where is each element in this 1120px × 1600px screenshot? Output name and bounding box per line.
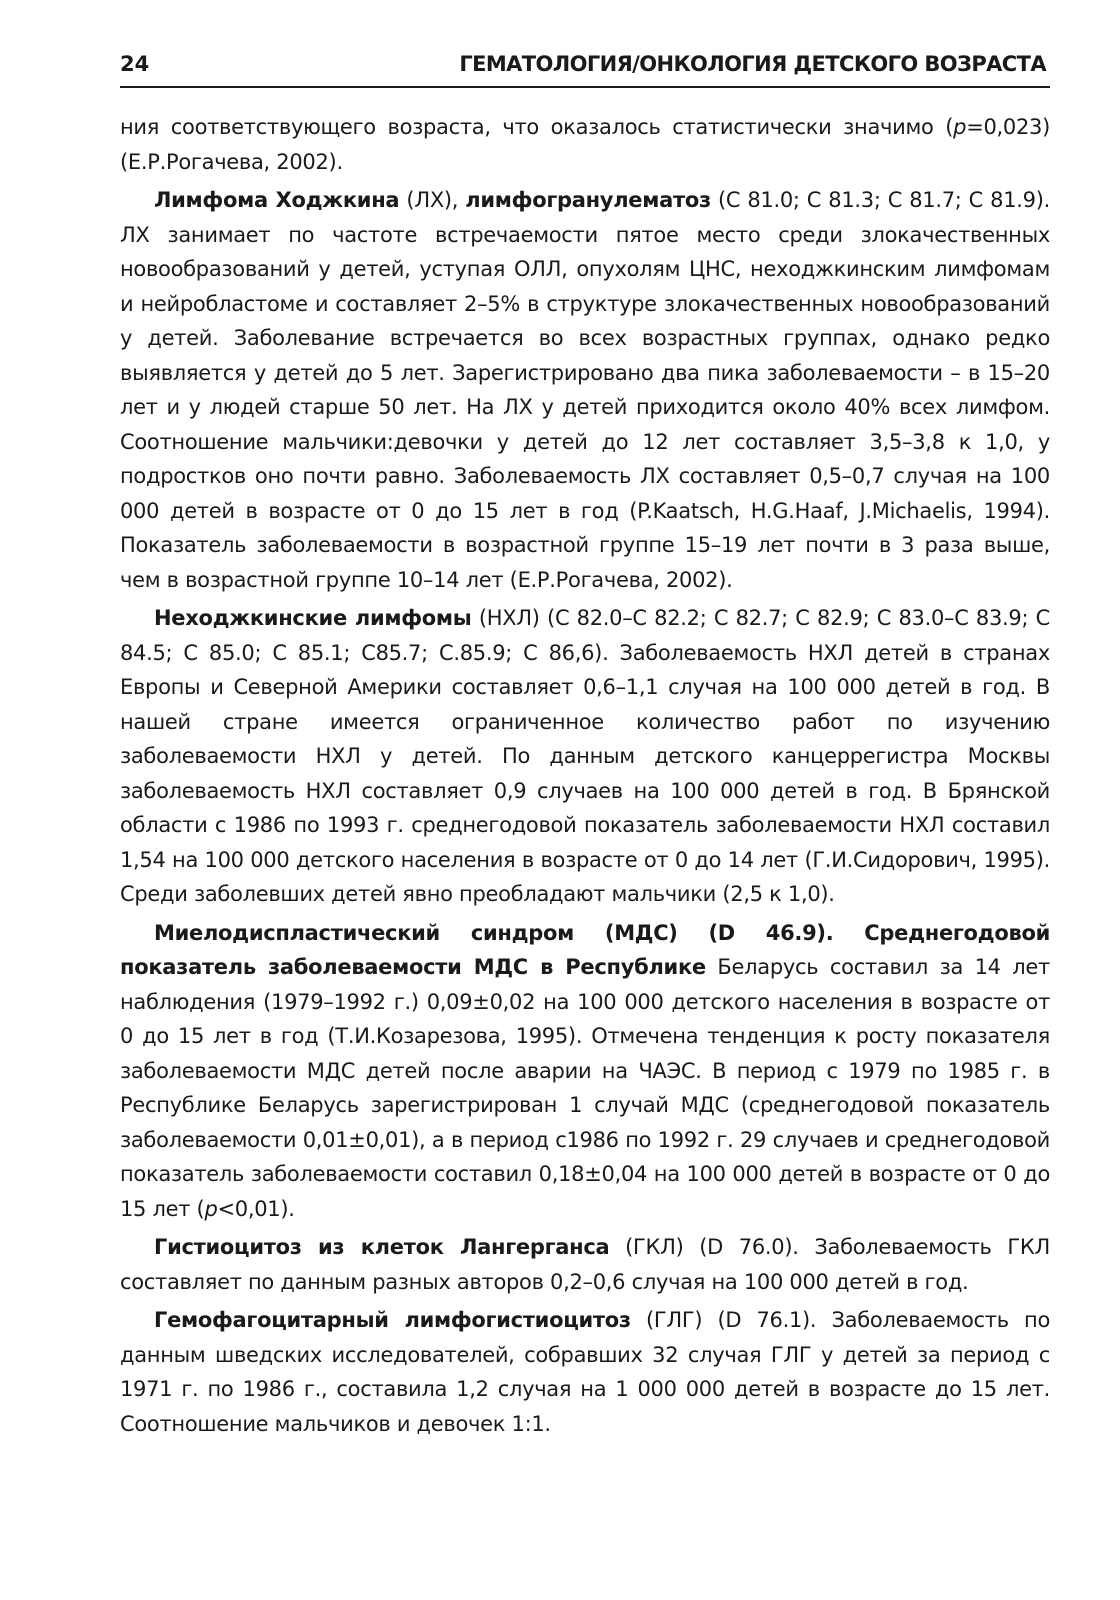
page-header xyxy=(120,50,1050,88)
text-span: ния соответствующего возраста, что оказалось статистически значимо ( xyxy=(120,115,954,139)
paragraph-hodgkin-lymphoma xyxy=(120,183,1050,597)
running-title: ГЕМАТОЛОГИЯ/ОНКОЛОГИЯ ДЕТСКОГО ВОЗРАСТА xyxy=(459,52,1046,76)
term-heading: Лимфома Ходжкина xyxy=(154,188,400,212)
text-span: (ГЛГ) (D 76.1). Заболеваемость по данным шведских исследователей, собравших 32 случая ГЛГ у детей за период с 1971 г. по 1986 г., составила 1,2 случая на 1 000 000 детей в возрасте до 15 лет. Соотношение мальчиков и девочек 1:1. xyxy=(120,1308,1050,1436)
paragraph-hemophagocytic-lymphohistiocytosis xyxy=(120,1303,1050,1441)
text-span: (С 81.0; С 81.3; С 81.7; С 81.9). ЛХ занимает по частоте встречаемости пятое место среди злокачественных новообразований у детей, уступая ОЛЛ, опухолям ЦНС, неходжкинским лимфомам и нейробластоме и составляет 2–5% в структуре злокачественных новообразований у детей. Заболевание встречается во всех возрастных группах, однако редко выявляется у детей до 5 лет. Зарегистрировано два пика заболеваемости – в 15–20 лет и у людей старше 50 лет. На ЛХ у детей приходится около 40% всех лимфом. Соотношение мальчики:девочки у детей до 12 лет составляет 3,5–3,8 к 1,0, у подростков оно почти равно. Заболеваемость ЛХ составляет 0,5–0,7 случая на 100 000 детей в возрасте от 0 до 15 лет в год (P.Kaatsch, H.G.Haaf, J.Michaelis, 1994). Показатель заболеваемости в возрастной группе 15–19 лет почти в 3 раза выше, чем в возрастной группе 10–14 лет (Е.Р.Рогачева, 2002). xyxy=(120,188,1050,592)
paragraph-non-hodgkin-lymphoma xyxy=(120,601,1050,912)
term-heading: Гистиоцитоз из клеток Лангерганса xyxy=(154,1235,610,1259)
text-span: (ГКЛ) (D 76.0). Заболеваемость ГКЛ составляет по данным разных авторов 0,2–0,6 случая на 100 000 детей в год. xyxy=(120,1235,1050,1294)
text-span: (ЛХ), xyxy=(399,188,466,212)
paragraph-continuation xyxy=(120,110,1050,179)
text-span: =0,023) (Е.Р.Рогачева, 2002). xyxy=(120,115,1050,174)
text-span: (НХЛ) (С 82.0–С 82.2; С 82.7; С 82.9; С 83.0–С 83.9; С 84.5; С 85.0; С 85.1; С85.7; С.85.9; С 86,6). Заболеваемость НХЛ детей в странах Европы и Северной Америки составляет 0,6–1,1 случая на 100 000 детей в год. В нашей стране имеется ограниченное количество работ по изучению заболеваемости НХЛ у детей. По данным детского канцеррегистра Москвы заболеваемость НХЛ составляет 0,9 случаев на 100 000 детей в год. В Брянской области с 1986 по 1993 г. среднегодовой показатель заболеваемости НХЛ составил 1,54 на 100 000 детского населения в возрасте от 0 до 14 лет (Г.И.Сидорович, 1995). Среди заболевших детей явно преобладают мальчики (2,5 к 1,0). xyxy=(120,606,1050,906)
term-heading: Миелодиспластический синдром (МДС) (D 46.9). Среднегодовой показатель заболеваемости МДС в Республике xyxy=(120,920,1050,979)
paragraph-mds xyxy=(120,916,1050,1227)
paragraph-langerhans-histiocytosis xyxy=(120,1230,1050,1299)
body-text xyxy=(120,110,1050,1445)
p-value-symbol: p xyxy=(204,1196,218,1221)
p-value-symbol: p xyxy=(953,115,967,139)
text-span: <0,01). xyxy=(217,1196,295,1221)
term-heading: Гемофагоцитарный лимфогистиоцитоз xyxy=(154,1308,631,1332)
term-heading: Неходжкинские лимфомы xyxy=(154,606,472,630)
page-number: 24 xyxy=(120,52,150,76)
term-heading: лимфогранулематоз xyxy=(465,188,711,212)
text-span: Беларусь составил за 14 лет наблюдения (1979–1992 г.) 0,09±0,02 на 100 000 детского населения в возрасте от 0 до 15 лет в год (Т.И.Козарезова, 1995). Отмечена тенденция к росту показателя заболеваемости МДС детей после аварии на ЧАЭС. В период с 1979 по 1985 г. в Республике Беларусь зарегистрирован 1 случай МДС (среднегодовой показатель заболеваемости 0,01±0,01), а в период с1986 по 1992 г. 29 случаев и среднегодовой показатель заболеваемости составил 0,18±0,04 на 100 000 детей в возрасте от 0 до 15 лет ( xyxy=(120,955,1050,1221)
